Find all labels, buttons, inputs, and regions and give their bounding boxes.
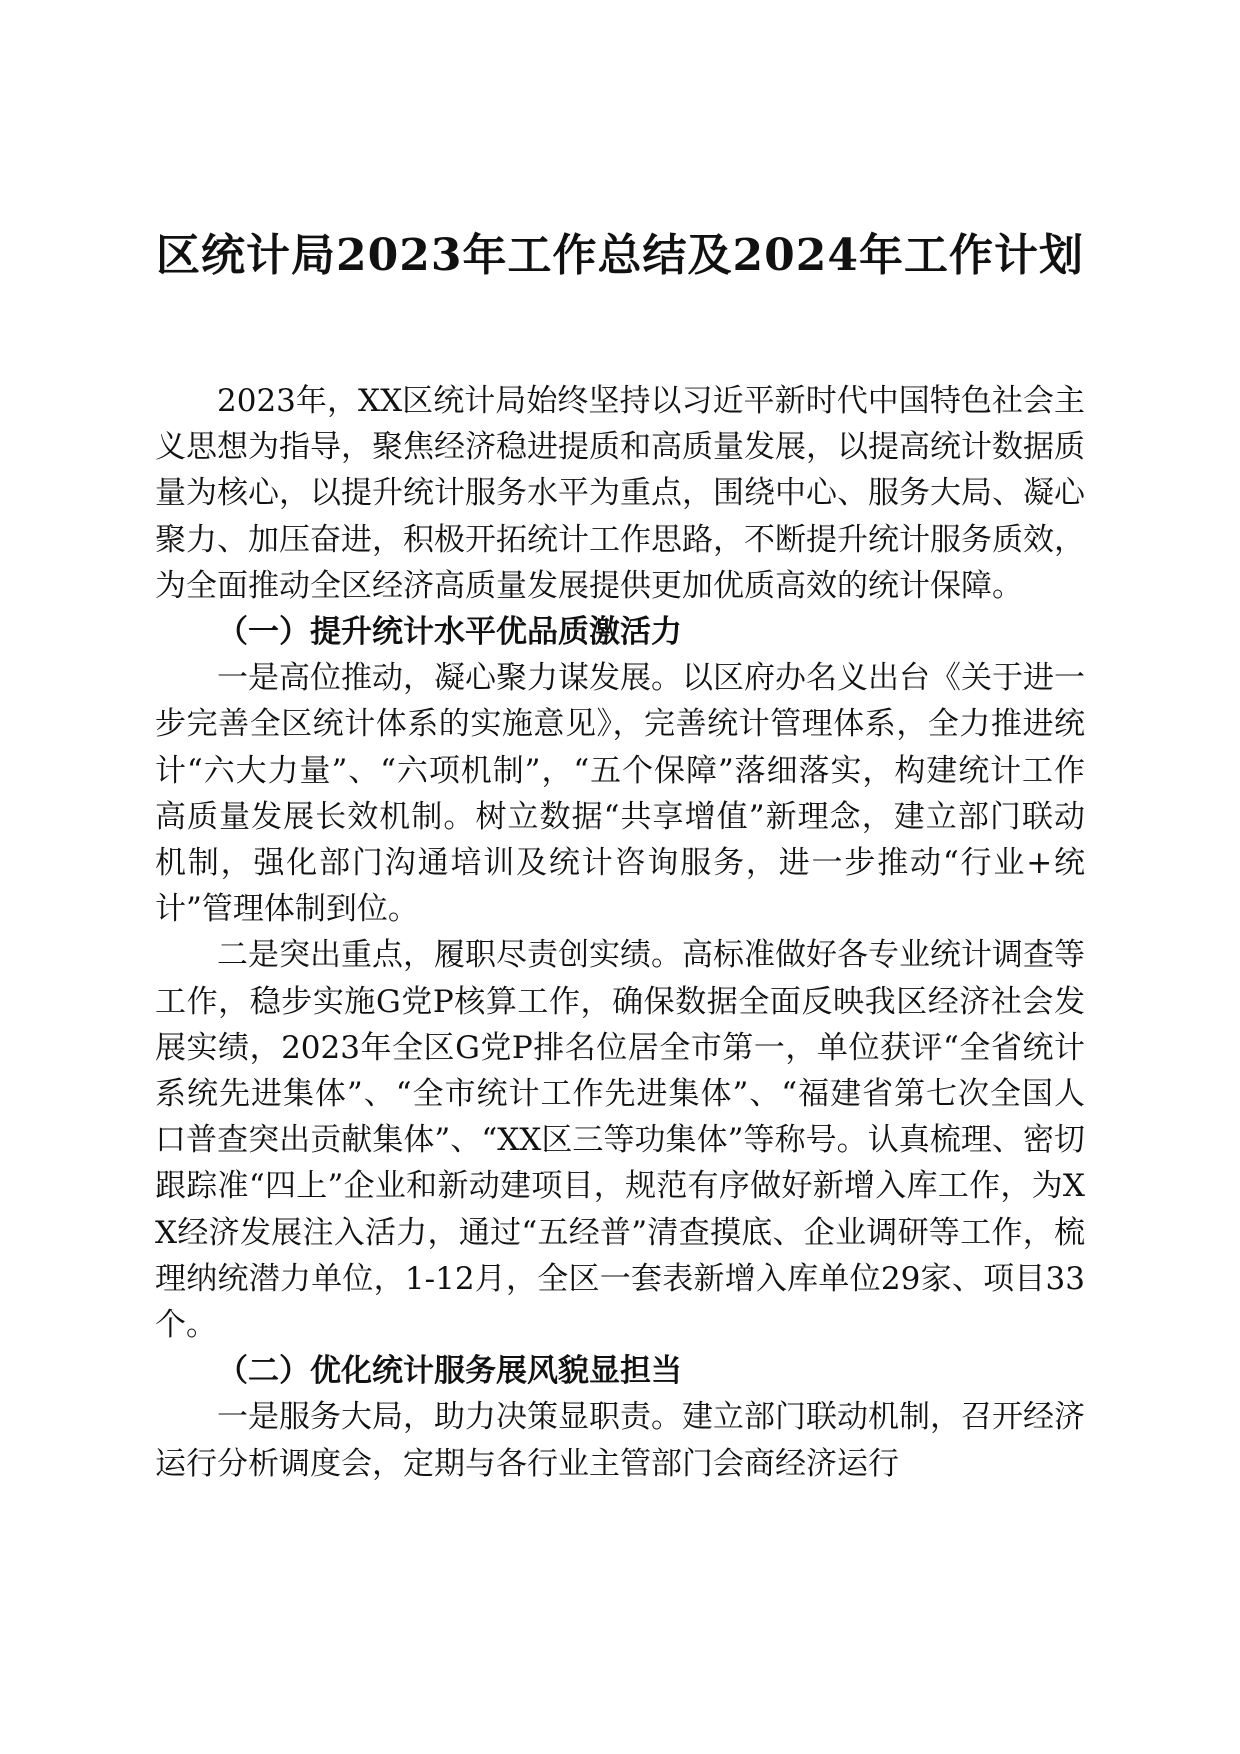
document-body [155, 378, 1085, 1487]
section-heading-1: （一）提升统计水平优品质激活力 [217, 614, 682, 651]
intro-paragraph: 2023年，XX区统计局始终坚持以习近平新时代中国特色社会主义思想为指导，聚焦经济稳进提质和高质量发展，以提高统计数据质量为核心，以提升统计服务水平为重点，围绕中心、服务大局、凝心聚力、加压奋进，积极开拓统计工作思路，不断提升统计服务质效，为全面推动全区经济高质量发展提供更加优质高效的统计保障。 [155, 383, 1085, 604]
section-heading-2: （二）优化统计服务展风貌显担当 [217, 1353, 682, 1390]
document-title: 区统计局2023年工作总结及2024年工作计划 [156, 230, 1084, 281]
paragraph-3: 一是服务大局，助力决策显职责。建立部门联动机制，召开经济运行分析调度会，定期与各行业主管部门会商经济运行 [155, 1399, 1085, 1482]
paragraph-1: 一是高位推动，凝心聚力谋发展。以区府办名义出台《关于进一步完善全区统计体系的实施意见》，完善统计管理体系，全力推进统计“六大力量”、“六项机制”，“五个保障”落细落实，构建统计工作高质量发展长效机制。树立数据“共享增值”新理念，建立部门联动机制，强化部门沟通培训及统计咨询服务，进一步推动“行业+统计”管理体制到位。 [155, 660, 1085, 928]
paragraph-2: 二是突出重点，履职尽责创实绩。高标准做好各专业统计调查等工作，稳步实施G党P核算工作，确保数据全面反映我区经济社会发展实绩，2023年全区G党P排名位居全市第一，单位获评“全省统计系统先进集体”、“全市统计工作先进集体”、“福建省第七次全国人口普查突出贡献集体”、“XX区三等功集体”等称号。认真梳理、密切跟踪准“四上”企业和新动建项目，规范有序做好新增入库工作，为XX经济发展注入活力，通过“五经普”清查摸底、企业调研等工作，梳理纳统潜力单位，1-12月，全区一套表新增入库单位29家、项目33个。 [155, 937, 1085, 1344]
